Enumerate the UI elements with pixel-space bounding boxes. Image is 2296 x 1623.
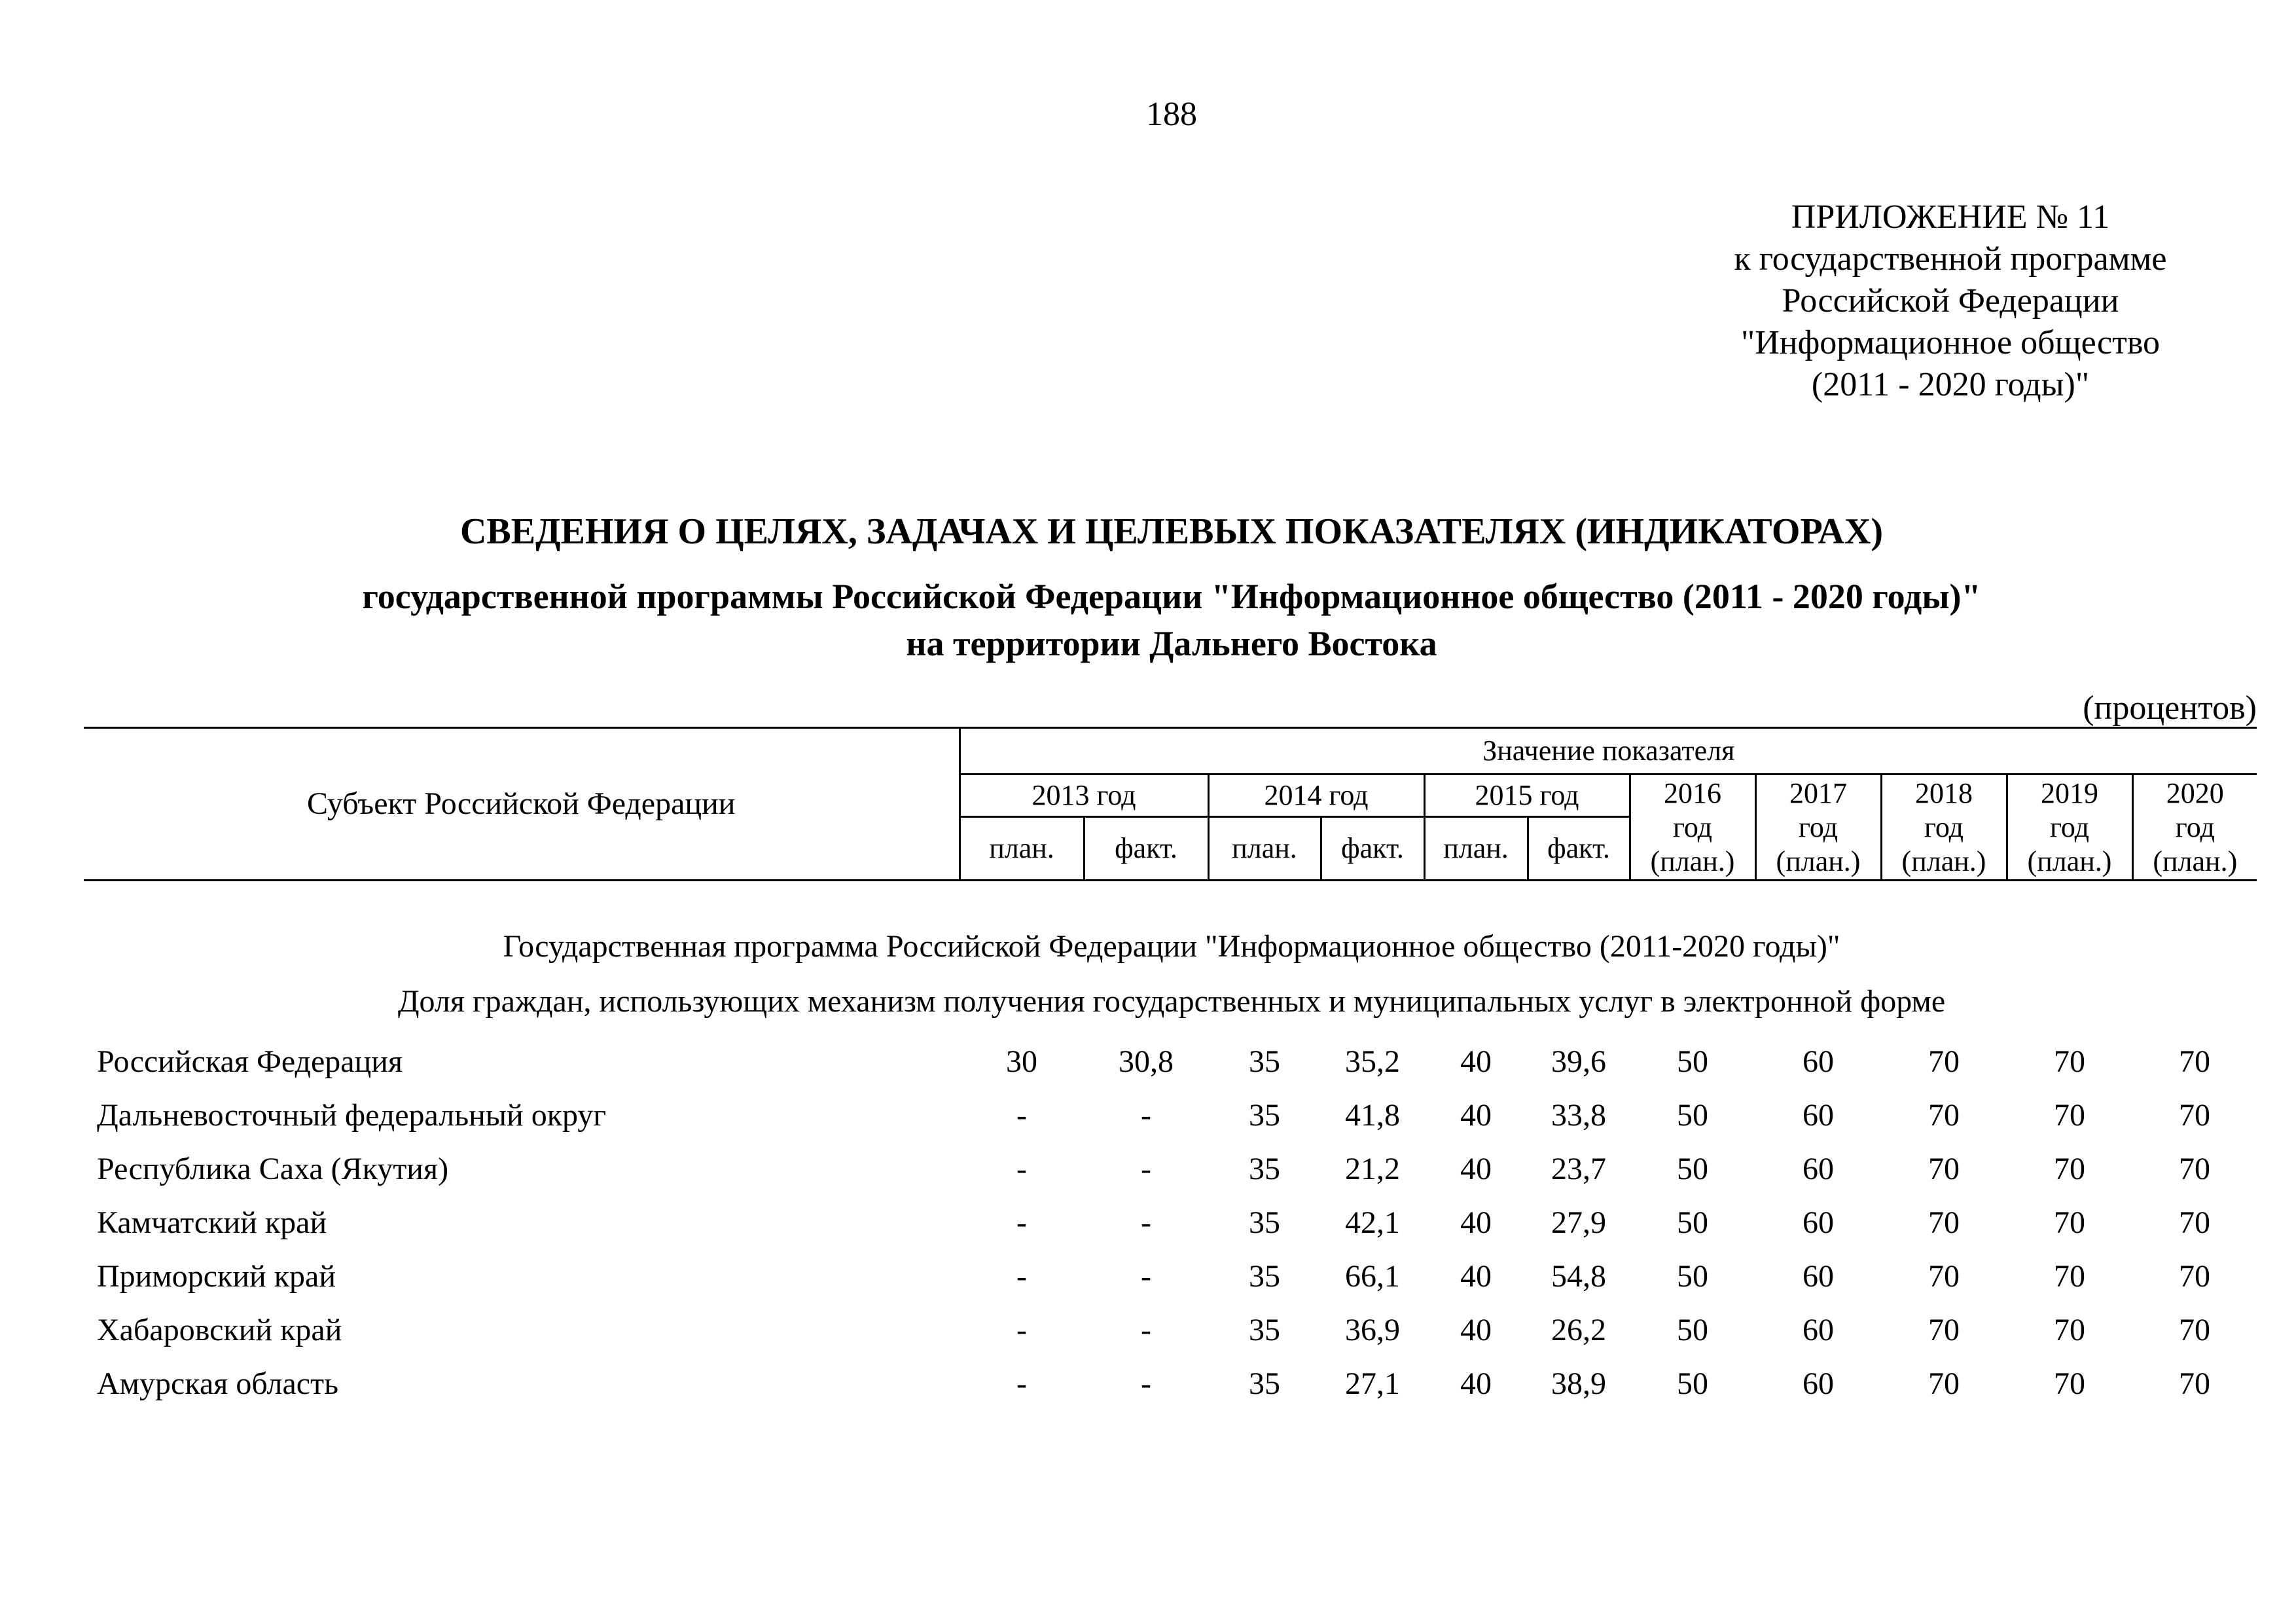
value-cell: 70 [1928,1097,1960,1133]
value-cell: 54,8 [1551,1258,1606,1294]
value-cell: 35 [1249,1044,1280,1079]
appendix-line: ПРИЛОЖЕНИЕ № 11 [1791,198,2110,236]
value-cell: 70 [1928,1151,1960,1186]
document-subtitle-region: на территории Дальнего Востока [906,624,1437,663]
value-cell: 38,9 [1551,1366,1606,1401]
value-cell: 70 [2179,1366,2210,1401]
value-cell: 40 [1460,1044,1492,1079]
fact-header: факт. [1084,817,1208,881]
value-cell: 60 [1803,1258,1834,1294]
value-cell: 70 [2179,1205,2210,1240]
value-cell: 70 [2179,1312,2210,1347]
value-cell: 70 [2054,1097,2085,1133]
appendix-line: (2011 - 2020 годы)" [1811,366,2090,403]
value-cell: 40 [1460,1205,1492,1240]
value-cell: 27,9 [1551,1205,1606,1240]
value-cell: - [1141,1151,1151,1186]
value-cell: 23,7 [1551,1151,1606,1186]
value-cell: 70 [1928,1205,1960,1240]
plan-year-type: (план.) [2027,845,2112,877]
appendix-block [1636,196,2265,406]
value-cell: 30,8 [1119,1044,1174,1079]
fact-header: факт. [1321,817,1424,881]
value-cell: 50 [1677,1258,1708,1294]
document-title: СВЕДЕНИЯ О ЦЕЛЯХ, ЗАДАЧАХ И ЦЕЛЕВЫХ ПОКАЗАТЕЛЯХ (ИНДИКАТОРАХ) [459,511,1884,552]
plan-year-label: 2020 [2166,776,2224,809]
year-header-2019 [2007,775,2132,881]
value-cell: 70 [2054,1151,2085,1186]
value-cell: 70 [2179,1097,2210,1133]
value-cell: 41,8 [1345,1097,1400,1133]
plan-year-unit: год [2175,811,2215,843]
value-cell: 21,2 [1345,1151,1400,1186]
appendix-line: к государственной программе [1734,240,2167,278]
value-cell: 60 [1803,1044,1834,1079]
program-section-heading: Государственная программа Российской Федерации "Информационное общество (2011-2020 годы)" [503,929,1840,964]
value-cell: 60 [1803,1151,1834,1186]
value-cell: 70 [2179,1044,2210,1079]
value-cell: 26,2 [1551,1312,1606,1347]
value-cell: 35 [1249,1258,1280,1294]
value-cell: 35 [1249,1151,1280,1186]
value-cell: 70 [2054,1044,2085,1079]
plan-year-unit: год [1924,811,1964,843]
value-cell: 35 [1249,1366,1280,1401]
value-cell: 70 [2054,1312,2085,1347]
value-cell: 60 [1803,1097,1834,1133]
value-cell: - [1016,1097,1027,1133]
value-cell: 50 [1677,1366,1708,1401]
table-row [84,1303,2257,1357]
value-cell: 39,6 [1551,1044,1606,1079]
indicator-section-heading: Доля граждан, использующих механизм получения государственных и муниципальных услуг в электронной форме [397,984,1946,1019]
value-cell: - [1016,1366,1027,1401]
value-cell: 35 [1249,1205,1280,1240]
plan-year-label: 2017 [1789,776,1847,809]
value-cell: 50 [1677,1312,1708,1347]
value-cell: 40 [1460,1258,1492,1294]
value-cell: 70 [2179,1258,2210,1294]
value-cell: 27,1 [1345,1366,1400,1401]
plan-year-unit: год [2049,811,2090,843]
table-row [84,1357,2257,1410]
value-cell: 66,1 [1345,1258,1400,1294]
value-cell: 70 [2054,1205,2085,1240]
fact-header: факт. [1528,817,1630,881]
value-cell: - [1016,1151,1027,1186]
plan-year-type: (план.) [1650,845,1735,877]
region-name-cell: Приморский край [97,1258,336,1294]
value-cell: 35,2 [1345,1044,1400,1079]
plan-year-unit: год [1798,811,1839,843]
year-header-2020 [2132,775,2257,881]
value-cell: 50 [1677,1151,1708,1186]
document-subtitle: государственной программы Российской Федерации "Информационное общество (2011 - 2020 годы)" [362,577,1981,616]
value-cell: - [1016,1205,1027,1240]
units-label: (процентов) [2083,689,2257,727]
table-row [84,1034,2257,1088]
value-cell: 70 [2054,1366,2085,1401]
value-cell: 60 [1803,1312,1834,1347]
value-cell: 70 [1928,1312,1960,1347]
value-cell: - [1141,1205,1151,1240]
year-header-2014: 2014 год [1208,775,1424,817]
plan-year-label: 2016 [1664,776,1721,809]
value-cell: 70 [2179,1151,2210,1186]
year-header-2017 [1755,775,1881,881]
region-name-cell: Дальневосточный федеральный округ [97,1097,607,1133]
appendix-line: "Информационное общество [1740,324,2161,361]
region-name-cell: Российская Федерация [97,1044,403,1079]
plan-header: план. [1424,817,1528,881]
year-header-2015: 2015 год [1424,775,1630,817]
value-cell: 35 [1249,1312,1280,1347]
value-cell: - [1016,1258,1027,1294]
table-header [84,727,2257,881]
plan-header: план. [960,817,1084,881]
table-row [84,1249,2257,1303]
plan-year-label: 2018 [1915,776,1973,809]
year-header-2018 [1881,775,2007,881]
value-cell: - [1141,1366,1151,1401]
plan-year-type: (план.) [1776,845,1861,877]
value-cell: 70 [1928,1258,1960,1294]
subject-column-header: Субъект Российской Федерации [84,728,960,881]
value-cell: 70 [1928,1366,1960,1401]
value-cell: - [1141,1258,1151,1294]
value-cell: 40 [1460,1312,1492,1347]
value-cell: - [1141,1312,1151,1347]
value-cell: 60 [1803,1205,1834,1240]
table-row [84,1142,2257,1195]
region-name-cell: Хабаровский край [97,1312,342,1347]
value-cell: 70 [1928,1044,1960,1079]
value-group-header: Значение показателя [960,728,2257,775]
value-cell: 42,1 [1345,1205,1400,1240]
table-row [84,1195,2257,1249]
page-number: 188 [1146,96,1197,133]
value-cell: 30 [1006,1044,1037,1079]
value-cell: 40 [1460,1151,1492,1186]
plan-header: план. [1208,817,1321,881]
plan-year-type: (план.) [2153,845,2238,877]
plan-year-type: (план.) [1901,845,1986,877]
value-cell: 70 [2054,1258,2085,1294]
value-cell: 50 [1677,1097,1708,1133]
value-cell: 40 [1460,1097,1492,1133]
value-cell: 40 [1460,1366,1492,1401]
value-cell: 33,8 [1551,1097,1606,1133]
value-cell: 36,9 [1345,1312,1400,1347]
year-header-2013: 2013 год [960,775,1208,817]
value-cell: 50 [1677,1205,1708,1240]
table-row [84,1088,2257,1142]
appendix-line: Российской Федерации [1782,282,2119,319]
region-name-cell: Амурская область [97,1366,338,1401]
value-cell: 35 [1249,1097,1280,1133]
value-cell: 60 [1803,1366,1834,1401]
indicator-table [84,1034,2257,1410]
plan-year-unit: год [1672,811,1713,843]
plan-year-label: 2019 [2041,776,2098,809]
year-header-2016 [1630,775,1755,881]
value-cell: - [1141,1097,1151,1133]
region-name-cell: Камчатский край [97,1205,327,1240]
region-name-cell: Республика Саха (Якутия) [97,1151,449,1186]
value-cell: 50 [1677,1044,1708,1079]
value-cell: - [1016,1312,1027,1347]
